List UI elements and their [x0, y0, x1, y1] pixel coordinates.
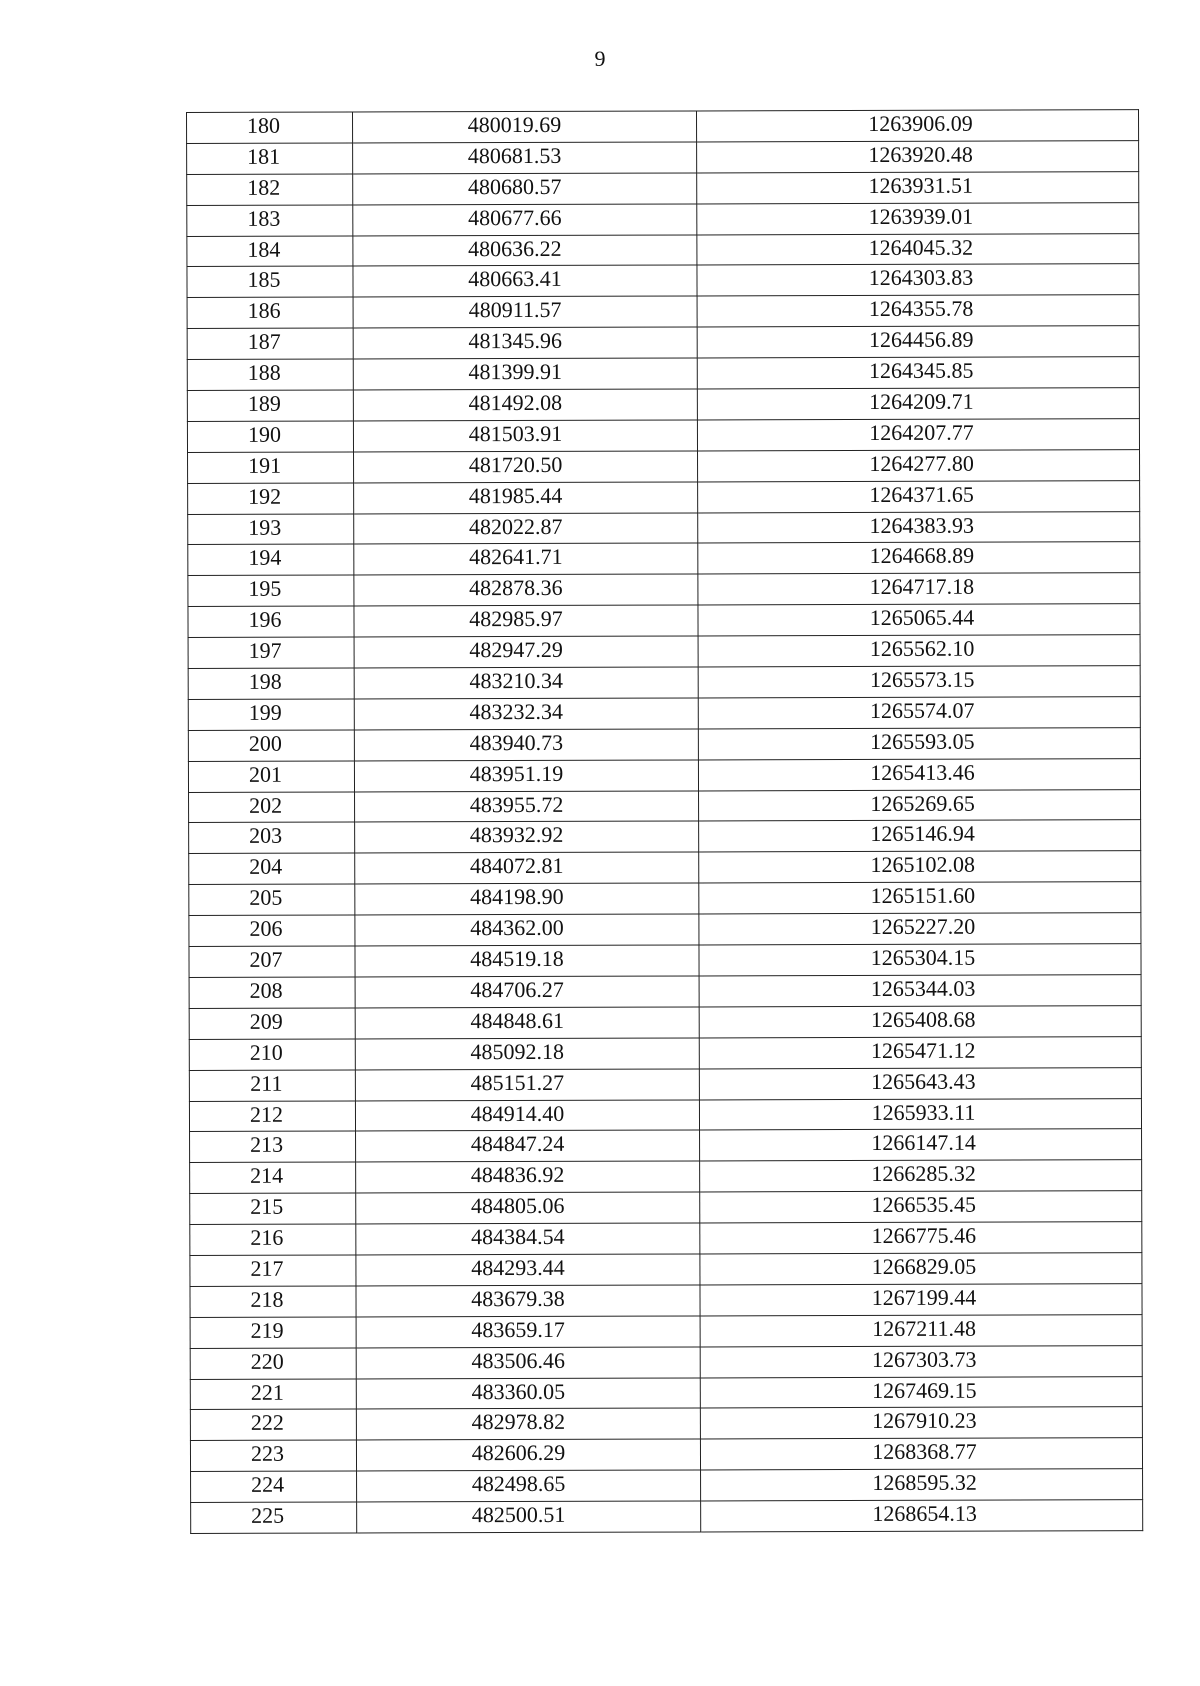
- point-number-cell: 204: [189, 853, 355, 884]
- y-coordinate-cell: 1265151.60: [699, 882, 1141, 914]
- table-row: [190, 1376, 1142, 1410]
- point-number-cell: 194: [188, 544, 354, 575]
- x-coordinate-cell: 483232.34: [354, 698, 698, 730]
- table-row: [187, 110, 1139, 144]
- point-number-cell: 199: [188, 699, 354, 730]
- coordinates-table-body: [187, 110, 1143, 1534]
- point-number-cell: 191: [188, 452, 354, 483]
- x-coordinate-cell: 483360.05: [356, 1377, 700, 1409]
- x-coordinate-cell: 482978.82: [356, 1408, 700, 1440]
- x-coordinate-cell: 484519.18: [355, 945, 699, 977]
- table-row: [190, 1284, 1142, 1318]
- y-coordinate-cell: 1265471.12: [699, 1036, 1141, 1068]
- page-number: 9: [594, 46, 606, 71]
- point-number-cell: 221: [190, 1379, 356, 1410]
- y-coordinate-cell: 1265408.68: [699, 1005, 1141, 1037]
- x-coordinate-cell: 484805.06: [356, 1192, 700, 1224]
- y-coordinate-cell: 1266829.05: [700, 1253, 1142, 1285]
- table-row: [187, 171, 1139, 205]
- table-row: [188, 573, 1140, 607]
- table-row: [189, 1005, 1141, 1039]
- x-coordinate-cell: 485151.27: [355, 1069, 699, 1101]
- table-row: [188, 604, 1140, 638]
- point-number-cell: 213: [190, 1131, 356, 1162]
- x-coordinate-cell: 480019.69: [353, 111, 697, 143]
- y-coordinate-cell: 1268654.13: [701, 1500, 1143, 1532]
- table-row: [188, 697, 1140, 731]
- point-number-cell: 197: [188, 637, 354, 668]
- table-row: [187, 264, 1139, 298]
- point-number-cell: 196: [188, 606, 354, 637]
- y-coordinate-cell: 1264355.78: [697, 295, 1139, 327]
- x-coordinate-cell: 481985.44: [354, 482, 698, 514]
- y-coordinate-cell: 1265562.10: [698, 635, 1140, 667]
- x-coordinate-cell: 483210.34: [354, 667, 698, 699]
- x-coordinate-cell: 480681.53: [353, 142, 697, 174]
- x-coordinate-cell: 482022.87: [354, 513, 698, 545]
- y-coordinate-cell: 1265344.03: [699, 975, 1141, 1007]
- y-coordinate-cell: 1264345.85: [697, 357, 1139, 389]
- y-coordinate-cell: 1267910.23: [700, 1407, 1142, 1439]
- x-coordinate-cell: 484848.61: [355, 1007, 699, 1039]
- x-coordinate-cell: 481503.91: [353, 420, 697, 452]
- table-row: [190, 1438, 1142, 1472]
- y-coordinate-cell: 1264045.32: [697, 233, 1139, 265]
- y-coordinate-cell: 1263920.48: [697, 141, 1139, 173]
- point-number-cell: 223: [190, 1440, 356, 1471]
- point-number-cell: 207: [189, 946, 355, 977]
- x-coordinate-cell: 482878.36: [354, 574, 698, 606]
- x-coordinate-cell: 482606.29: [356, 1439, 700, 1471]
- table-row: [189, 913, 1141, 947]
- point-number-cell: 208: [189, 977, 355, 1008]
- point-number-cell: 185: [187, 266, 353, 297]
- point-number-cell: 181: [187, 143, 353, 174]
- x-coordinate-cell: 483940.73: [354, 729, 698, 761]
- table-row: [190, 1253, 1142, 1287]
- table-row: [188, 635, 1140, 669]
- y-coordinate-cell: 1264383.93: [698, 511, 1140, 543]
- y-coordinate-cell: 1264668.89: [698, 542, 1140, 574]
- point-number-cell: 202: [189, 792, 355, 823]
- y-coordinate-cell: 1265593.05: [698, 727, 1140, 759]
- x-coordinate-cell: 483679.38: [356, 1285, 700, 1317]
- table-row: [190, 1407, 1142, 1441]
- table-row: [191, 1500, 1143, 1534]
- table-row: [188, 449, 1140, 483]
- x-coordinate-cell: 484384.54: [356, 1223, 700, 1255]
- table-row: [187, 326, 1139, 360]
- table-row: [188, 511, 1140, 545]
- point-number-cell: 205: [189, 884, 355, 915]
- table-row: [187, 202, 1139, 236]
- point-number-cell: 186: [187, 297, 353, 328]
- x-coordinate-cell: 484706.27: [355, 976, 699, 1008]
- point-number-cell: 211: [189, 1070, 355, 1101]
- y-coordinate-cell: 1265227.20: [699, 913, 1141, 945]
- y-coordinate-cell: 1265269.65: [699, 789, 1141, 821]
- x-coordinate-cell: 481399.91: [353, 358, 697, 390]
- y-coordinate-cell: 1266285.32: [700, 1160, 1142, 1192]
- y-coordinate-cell: 1264303.83: [697, 264, 1139, 296]
- x-coordinate-cell: 480663.41: [353, 265, 697, 297]
- table-row: [187, 419, 1139, 453]
- point-number-cell: 220: [190, 1348, 356, 1379]
- point-number-cell: 195: [188, 575, 354, 606]
- point-number-cell: 222: [190, 1409, 356, 1440]
- point-number-cell: 189: [187, 390, 353, 421]
- point-number-cell: 180: [187, 112, 353, 143]
- table-row: [187, 233, 1139, 267]
- x-coordinate-cell: 485092.18: [355, 1038, 699, 1070]
- y-coordinate-cell: 1265146.94: [699, 820, 1141, 852]
- y-coordinate-cell: 1264209.71: [697, 388, 1139, 420]
- y-coordinate-cell: 1263906.09: [696, 110, 1138, 142]
- point-number-cell: 218: [190, 1286, 356, 1317]
- table-row: [190, 1314, 1142, 1348]
- table-row: [189, 820, 1141, 854]
- x-coordinate-cell: 484914.40: [355, 1099, 699, 1131]
- x-coordinate-cell: 483659.17: [356, 1316, 700, 1348]
- x-coordinate-cell: 482985.97: [354, 605, 698, 637]
- point-number-cell: 212: [189, 1101, 355, 1132]
- table-row: [187, 295, 1139, 329]
- y-coordinate-cell: 1263939.01: [697, 202, 1139, 234]
- table-row: [189, 944, 1141, 978]
- x-coordinate-cell: 483955.72: [355, 791, 699, 823]
- y-coordinate-cell: 1265065.44: [698, 604, 1140, 636]
- point-number-cell: 193: [188, 514, 354, 545]
- table-row: [190, 1129, 1142, 1163]
- y-coordinate-cell: 1267211.48: [700, 1314, 1142, 1346]
- table-row: [189, 975, 1141, 1009]
- table-row: [188, 758, 1140, 792]
- y-coordinate-cell: 1265574.07: [698, 697, 1140, 729]
- point-number-cell: 216: [190, 1224, 356, 1255]
- point-number-cell: 183: [187, 205, 353, 236]
- y-coordinate-cell: 1264277.80: [698, 449, 1140, 481]
- x-coordinate-cell: 480911.57: [353, 296, 697, 328]
- x-coordinate-cell: 482947.29: [354, 636, 698, 668]
- point-number-cell: 215: [190, 1193, 356, 1224]
- x-coordinate-cell: 480636.22: [353, 235, 697, 267]
- table-row: [188, 480, 1140, 514]
- point-number-cell: 201: [188, 761, 354, 792]
- y-coordinate-cell: 1266775.46: [700, 1222, 1142, 1254]
- x-coordinate-cell: 482500.51: [357, 1501, 701, 1533]
- table-row: [187, 388, 1139, 422]
- y-coordinate-cell: 1265573.15: [698, 666, 1140, 698]
- point-number-cell: 206: [189, 915, 355, 946]
- x-coordinate-cell: 481492.08: [353, 389, 697, 421]
- x-coordinate-cell: 484198.90: [355, 883, 699, 915]
- y-coordinate-cell: 1264207.77: [697, 419, 1139, 451]
- point-number-cell: 192: [188, 483, 354, 514]
- x-coordinate-cell: 481345.96: [353, 327, 697, 359]
- y-coordinate-cell: 1265304.15: [699, 944, 1141, 976]
- table-row: [189, 851, 1141, 885]
- table-row: [191, 1469, 1143, 1503]
- x-coordinate-cell: 480680.57: [353, 173, 697, 205]
- y-coordinate-cell: 1266535.45: [700, 1191, 1142, 1223]
- y-coordinate-cell: 1265102.08: [699, 851, 1141, 883]
- y-coordinate-cell: 1267303.73: [700, 1345, 1142, 1377]
- point-number-cell: 209: [189, 1008, 355, 1039]
- point-number-cell: 217: [190, 1255, 356, 1286]
- point-number-cell: 200: [188, 730, 354, 761]
- point-number-cell: 210: [189, 1039, 355, 1070]
- table-row: [187, 141, 1139, 175]
- y-coordinate-cell: 1264371.65: [698, 480, 1140, 512]
- y-coordinate-cell: 1267199.44: [700, 1284, 1142, 1316]
- x-coordinate-cell: 481720.50: [354, 451, 698, 483]
- table-row: [188, 542, 1140, 576]
- y-coordinate-cell: 1268595.32: [701, 1469, 1143, 1501]
- point-number-cell: 188: [187, 359, 353, 390]
- table-row: [190, 1222, 1142, 1256]
- y-coordinate-cell: 1265933.11: [699, 1098, 1141, 1130]
- point-number-cell: 203: [189, 822, 355, 853]
- y-coordinate-cell: 1265413.46: [698, 758, 1140, 790]
- x-coordinate-cell: 484847.24: [356, 1130, 700, 1162]
- table-row: [190, 1160, 1142, 1194]
- y-coordinate-cell: 1264456.89: [697, 326, 1139, 358]
- x-coordinate-cell: 480677.66: [353, 204, 697, 236]
- x-coordinate-cell: 484362.00: [355, 914, 699, 946]
- table-row: [187, 357, 1139, 391]
- x-coordinate-cell: 483506.46: [356, 1347, 700, 1379]
- table-row: [190, 1345, 1142, 1379]
- x-coordinate-cell: 482498.65: [357, 1470, 701, 1502]
- x-coordinate-cell: 482641.71: [354, 543, 698, 575]
- point-number-cell: 184: [187, 236, 353, 267]
- table-row: [189, 1067, 1141, 1101]
- table-row: [188, 666, 1140, 700]
- point-number-cell: 214: [190, 1162, 356, 1193]
- x-coordinate-cell: 483932.92: [355, 821, 699, 853]
- table-row: [189, 882, 1141, 916]
- y-coordinate-cell: 1267469.15: [700, 1376, 1142, 1408]
- point-number-cell: 198: [188, 668, 354, 699]
- x-coordinate-cell: 484836.92: [356, 1161, 700, 1193]
- point-number-cell: 190: [187, 421, 353, 452]
- table-row: [188, 727, 1140, 761]
- y-coordinate-cell: 1265643.43: [699, 1067, 1141, 1099]
- point-number-cell: 182: [187, 174, 353, 205]
- point-number-cell: 224: [191, 1471, 357, 1502]
- y-coordinate-cell: 1266147.14: [700, 1129, 1142, 1161]
- table-row: [190, 1191, 1142, 1225]
- x-coordinate-cell: 484072.81: [355, 852, 699, 884]
- x-coordinate-cell: 484293.44: [356, 1254, 700, 1286]
- y-coordinate-cell: 1264717.18: [698, 573, 1140, 605]
- point-number-cell: 219: [190, 1317, 356, 1348]
- x-coordinate-cell: 483951.19: [354, 760, 698, 792]
- table-row: [189, 1098, 1141, 1132]
- y-coordinate-cell: 1268368.77: [700, 1438, 1142, 1470]
- table-row: [189, 1036, 1141, 1070]
- point-number-cell: 187: [187, 328, 353, 359]
- y-coordinate-cell: 1263931.51: [697, 171, 1139, 203]
- table-row: [189, 789, 1141, 823]
- point-number-cell: 225: [191, 1502, 357, 1533]
- coordinates-table: [186, 109, 1143, 1534]
